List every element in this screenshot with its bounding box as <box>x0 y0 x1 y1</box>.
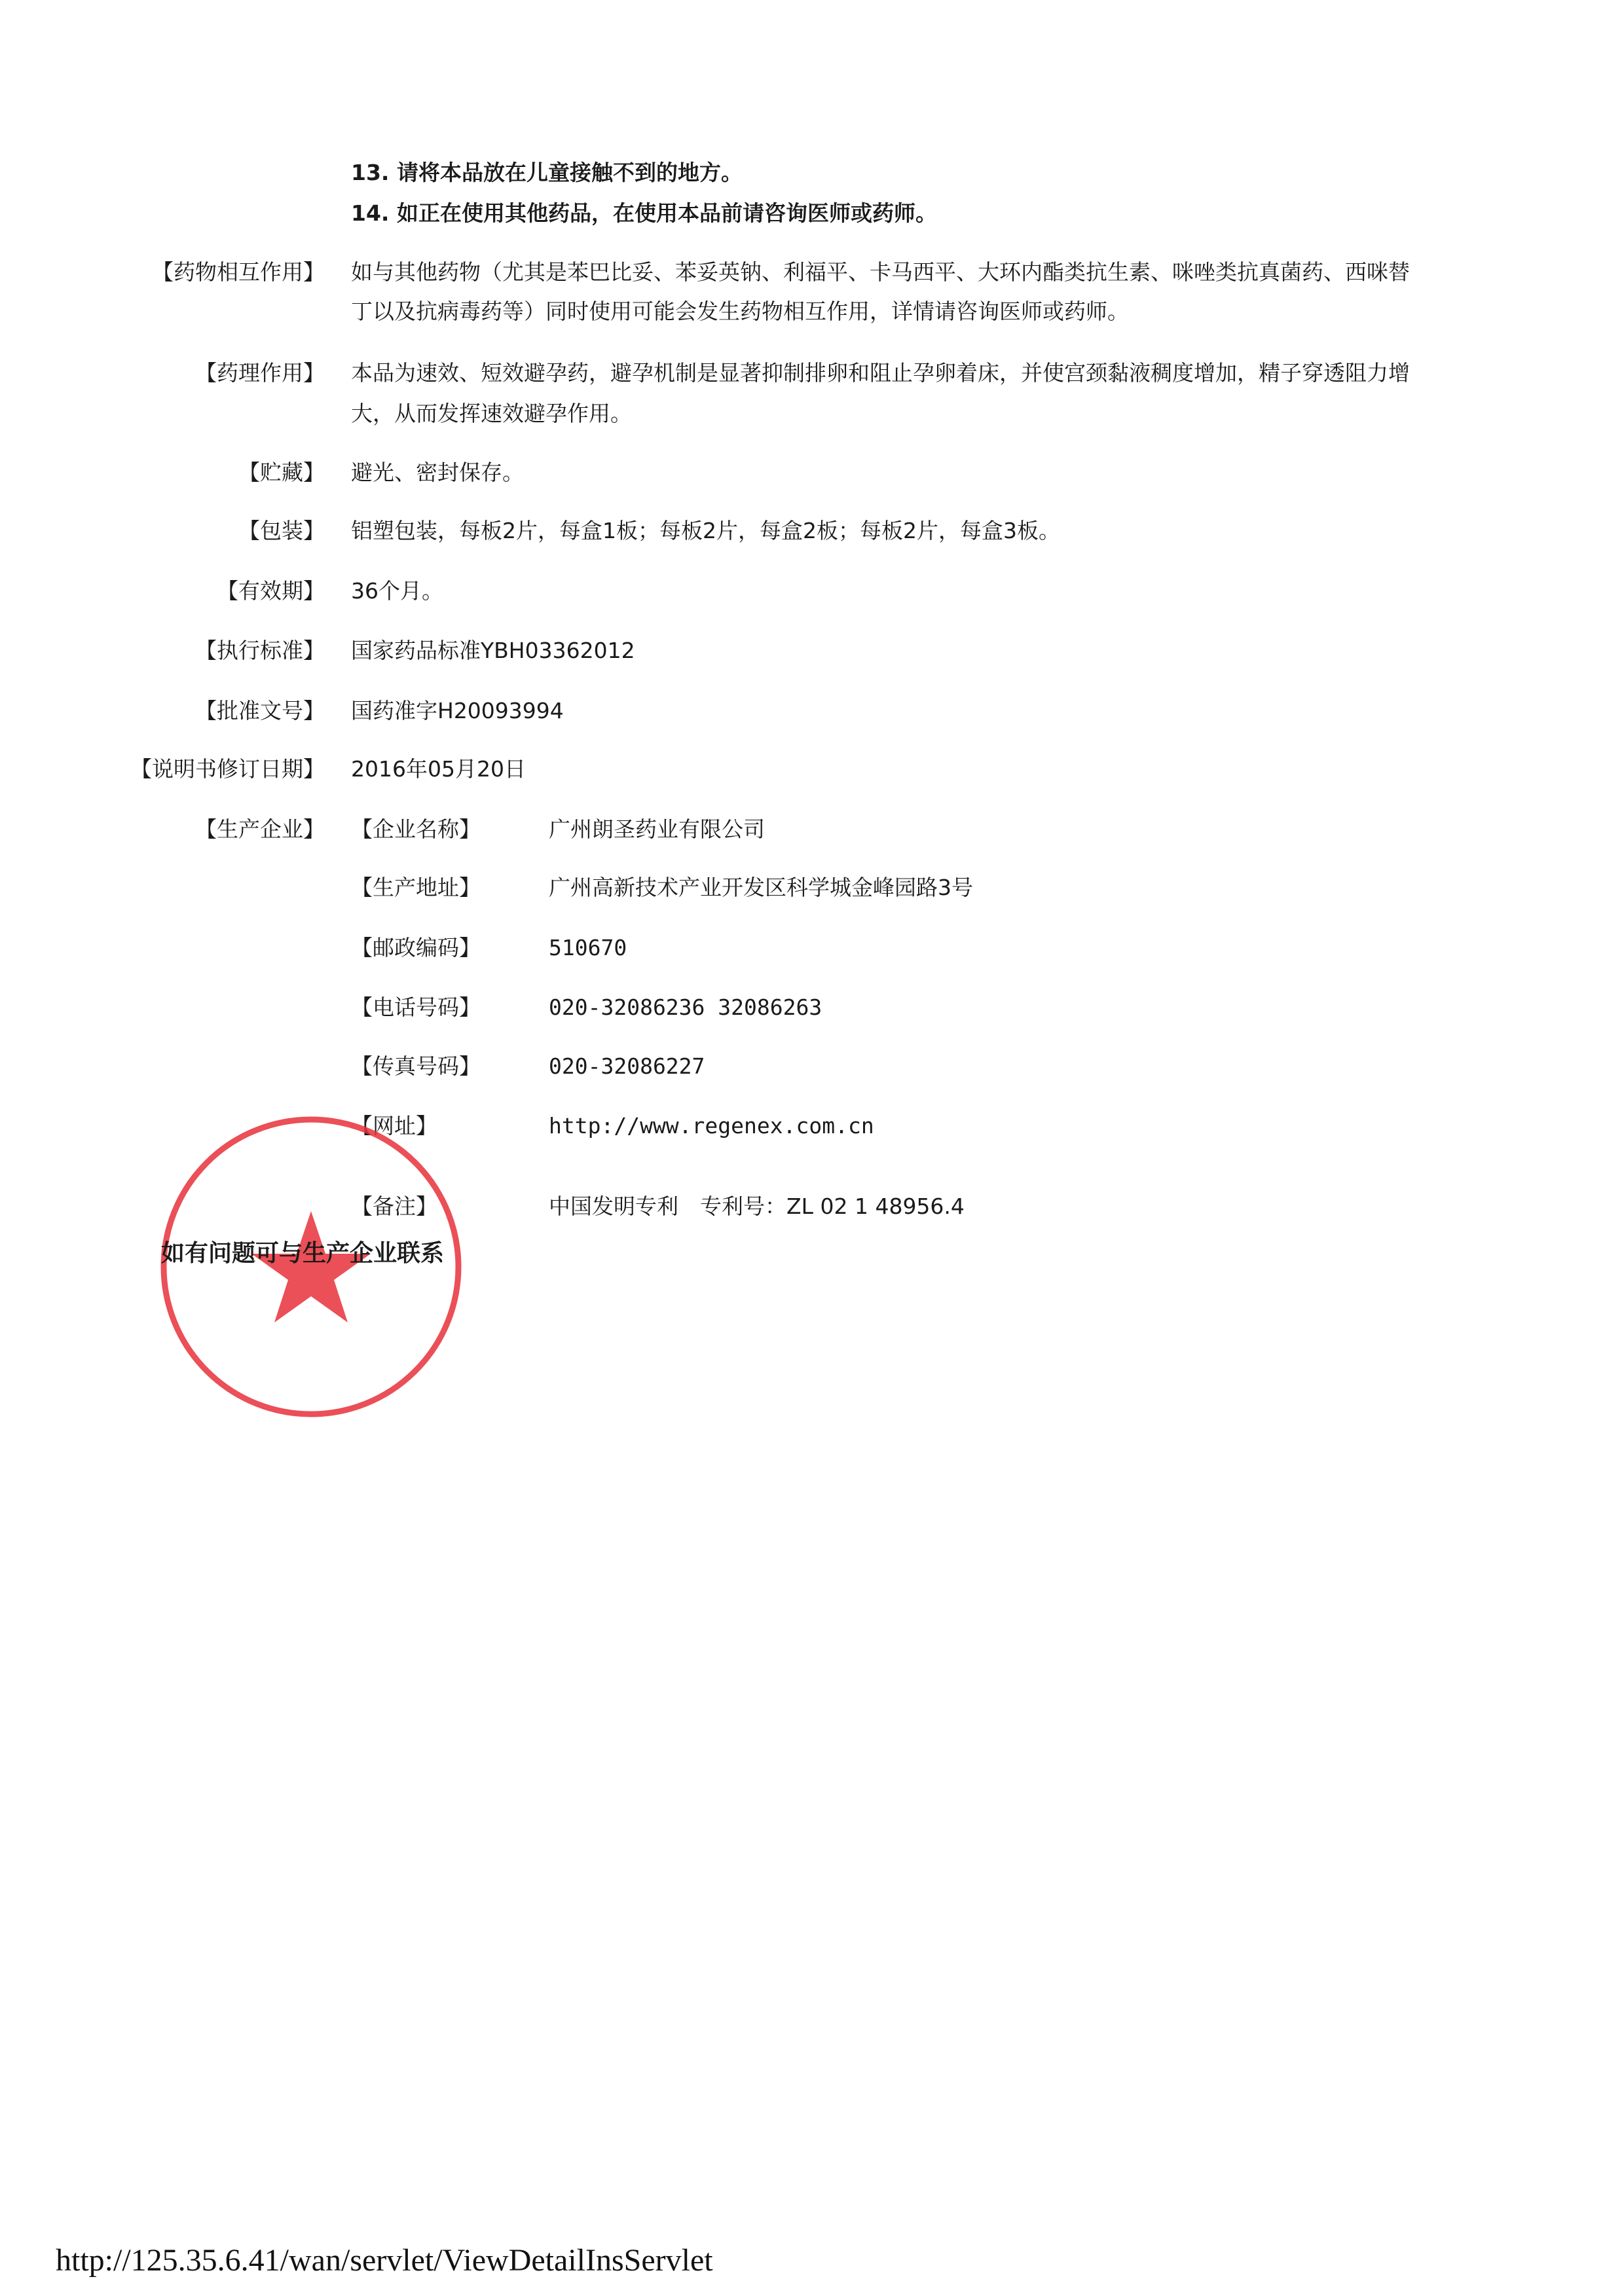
address-label: 【生产地址】 <box>351 875 481 900</box>
footer-url[interactable]: http://125.35.6.41/wan/servlet/ViewDetailInsServlet <box>56 2243 713 2278</box>
manufacturer-label: 【生产企业】 <box>195 816 325 842</box>
revision-label: 【说明书修订日期】 <box>130 756 325 782</box>
revision-value: 2016年05月20日 <box>351 756 526 782</box>
contact-note: 如有问题可与生产企业联系 <box>161 1240 445 1267</box>
approval-value: 国药准字H20093994 <box>351 698 564 723</box>
address-value: 广州高新技术产业开发区科学城金峰园路3号 <box>549 875 973 900</box>
pharmacology-label: 【药理作用】 <box>195 360 325 386</box>
storage-value: 避光、密封保存。 <box>351 460 524 485</box>
package-label: 【包装】 <box>238 518 325 543</box>
fax-label: 【传真号码】 <box>351 1053 481 1079</box>
pharmacology-line-2: 大，从而发挥速效避孕作用。 <box>351 401 632 426</box>
website-value: http://www.regenex.com.cn <box>549 1113 874 1139</box>
interaction-line-2: 丁以及抗病毒药等）同时使用可能会发生药物相互作用，详情请咨询医师或药师。 <box>351 299 1129 324</box>
validity-value: 36个月。 <box>351 578 443 604</box>
fax-value: 020-32086227 <box>549 1053 705 1079</box>
phone-label: 【电话号码】 <box>351 994 481 1020</box>
remark-label: 【备注】 <box>351 1194 437 1219</box>
interaction-line-1: 如与其他药物（尤其是苯巴比妥、苯妥英钠、利福平、卡马西平、大环内酯类抗生素、咪唑类抗真菌药、西咪替 <box>351 259 1410 285</box>
interaction-label: 【药物相互作用】 <box>152 259 325 285</box>
postcode-label: 【邮政编码】 <box>351 935 481 960</box>
phone-value: 020-32086236 32086263 <box>549 994 822 1020</box>
standard-value: 国家药品标准YBH03362012 <box>351 638 635 663</box>
company-name-label: 【企业名称】 <box>351 816 481 842</box>
postcode-value: 510670 <box>549 935 627 960</box>
remark-value: 中国发明专利 专利号：ZL 02 1 48956.4 <box>549 1194 965 1219</box>
package-value: 铝塑包装，每板2片，每盒1板；每板2片，每盒2板；每板2片，每盒3板。 <box>351 518 1060 543</box>
company-name-value: 广州朗圣药业有限公司 <box>549 816 765 842</box>
note-13: 13. 请将本品放在儿童接触不到的地方。 <box>351 160 743 185</box>
website-label: 【网址】 <box>351 1113 437 1139</box>
note-14: 14. 如正在使用其他药品，在使用本品前请咨询医师或药师。 <box>351 200 937 226</box>
approval-label: 【批准文号】 <box>195 698 325 723</box>
standard-label: 【执行标准】 <box>195 638 325 663</box>
validity-label: 【有效期】 <box>217 578 325 604</box>
storage-label: 【贮藏】 <box>238 460 325 485</box>
pharmacology-line-1: 本品为速效、短效避孕药，避孕机制是显著抑制排卵和阻止孕卵着床，并使宫颈黏液稠度增加，精子穿透阻力增 <box>351 360 1410 386</box>
